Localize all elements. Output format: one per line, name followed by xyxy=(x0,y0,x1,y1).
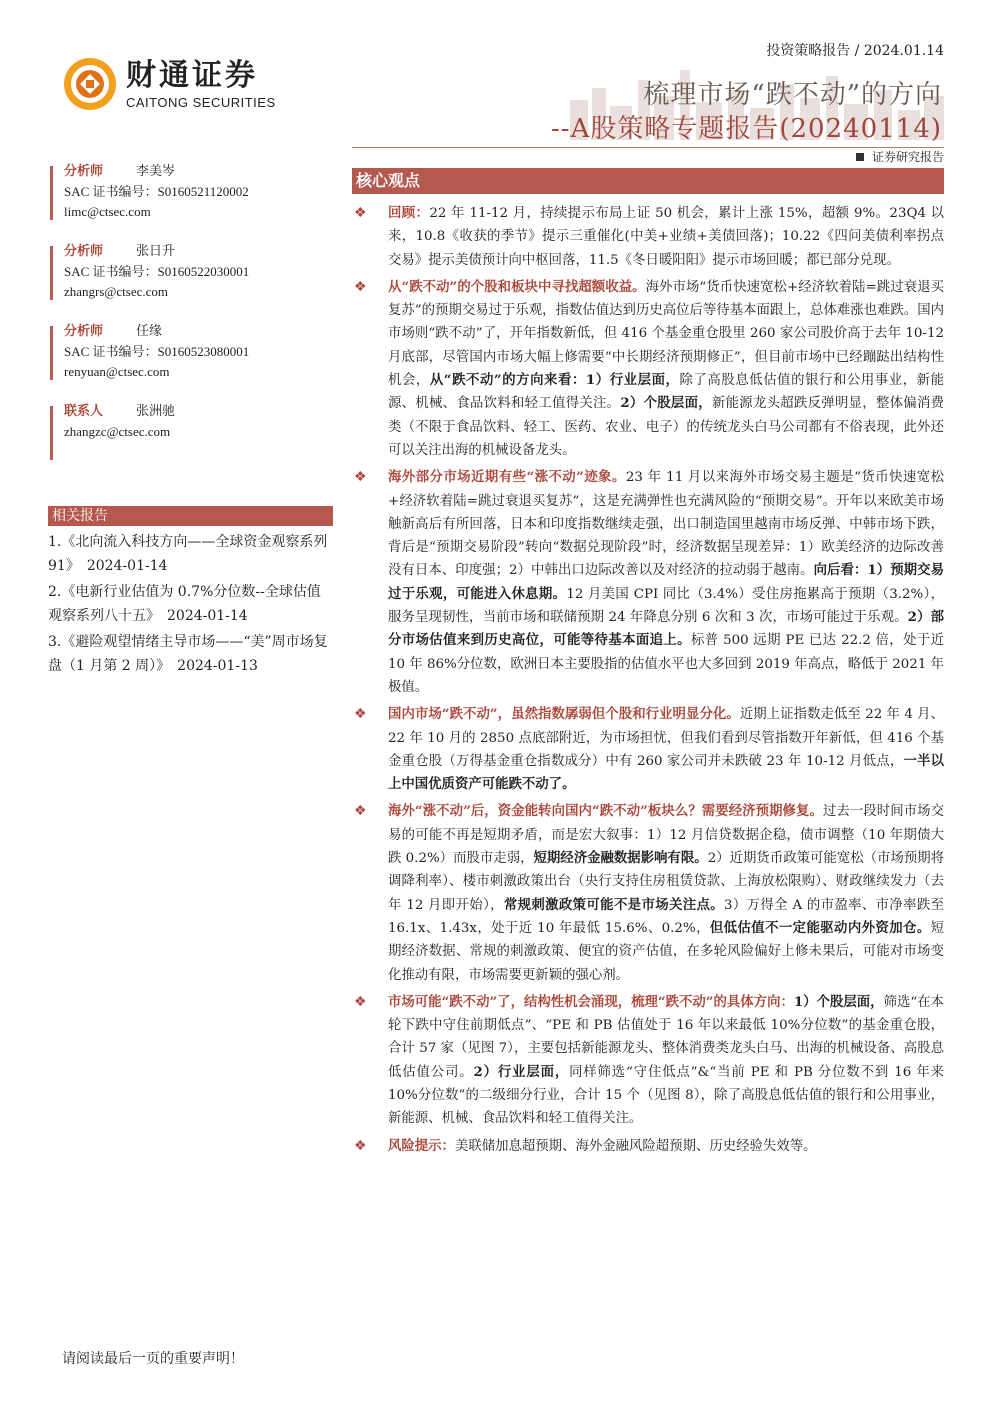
analyst-email[interactable]: limc@ctsec.com xyxy=(64,204,151,219)
logo-emblem-icon xyxy=(62,56,118,112)
square-bullet-icon xyxy=(856,153,864,161)
bullet-text: 海外市场“货币快速宽松+经济软着陆=跳过衰退买复苏”的预期交易过于乐观，指数估值达到历史高位后等待基本面跟上，总体难涨也难跌。国内市场则“跌不动”了，开年指数新低，但 416 个基金重仓股里 260 家公司股价高于去年 10-12 月底部，尽管国内市场大幅上修需要“中长期经济预期修正”，但目前市场中已经蹦跶出结构性机会， xyxy=(388,279,944,389)
report-header xyxy=(0,0,992,164)
analyst-cert: SAC 证书编号：S0160523080001 xyxy=(64,344,250,359)
diamond-bullet-icon: ❖ xyxy=(354,706,367,723)
report-type xyxy=(856,148,944,165)
report-title: 梳理市场“跌不动”的方向 xyxy=(643,80,942,110)
core-views-section xyxy=(352,168,944,1162)
contact-role: 联系人 xyxy=(64,404,104,419)
analyst-role: 分析师 xyxy=(64,164,104,179)
contact-name: 张洲驰 xyxy=(136,404,176,419)
report-type-label: 证券研究报告 xyxy=(871,150,944,164)
analyst-name: 李美岑 xyxy=(136,164,176,179)
company-logo xyxy=(62,56,276,112)
analyst-card xyxy=(48,322,333,382)
bullet-headline: 回顾： xyxy=(388,205,430,221)
diamond-bullet-icon: ❖ xyxy=(354,1137,367,1154)
core-view-bullet xyxy=(352,800,944,986)
bullet-text: 23 年 11 月以来海外市场交易主题是“货币快速宽松+经济软着陆=跳过衰退买复苏”，这是充满弹性也充满风险的“预期交易”。开年以来欧美市场触新高后有所回落，日本和印度指数继续走强，出口制造国里越南市场反弹、中韩市场下跌，背后是“预期交易阶段”转向“数据兑现阶段”时，经济数据呈现差异：1）欧美经济的边际改善没有日本、印度强；2）中韩出口边际改善以及对经济的拉动弱于越南。 xyxy=(388,470,944,579)
report-meta: 投资策略报告 / 2024.01.14 xyxy=(766,43,944,59)
analyst-sidebar xyxy=(48,162,333,462)
bullet-text: 过去一段时间市场交易的可能不再是短期矛盾，而是宏大叙事：1）12 月信贷数据企稳，债市调整（10 年期债大跌 0.2%）而股市走弱， xyxy=(388,804,944,867)
core-views-heading: 核心观点 xyxy=(352,168,944,194)
analyst-cert: SAC 证书编号：S0160522030001 xyxy=(64,264,250,279)
logo-english-name: CAITONG SECURITIES xyxy=(126,94,276,110)
bullet-emphasis: 1）个股层面， xyxy=(793,993,884,1010)
bullet-headline: 市场可能“跌不动”了，结构性机会涌现，梳理“跌不动”的具体方向： xyxy=(388,993,794,1010)
bullet-text: 美联储加息超预期、海外金融风险超预期、历史经验失效等。 xyxy=(454,1138,817,1154)
core-view-bullet xyxy=(352,276,944,462)
diamond-bullet-icon: ❖ xyxy=(354,469,367,486)
bullet-headline: 风险提示： xyxy=(388,1137,455,1154)
bullet-emphasis: 向后看：1）预期交易过于乐观，可能进入休息期。 xyxy=(388,562,944,602)
bullet-text: 除了高股息低估值的银行和公用事业，新能源、机械、食品饮料和轻工值得关注。 xyxy=(388,373,944,412)
report-subtitle: --A股策略专题报告(20240114) xyxy=(551,114,942,144)
core-view-bullet xyxy=(352,202,944,272)
contact-card xyxy=(48,402,333,442)
related-report-link[interactable]: 3.《避险观望情绪主导市场——“美”周市场复盘（1 月第 2 周）》 2024-01-13 xyxy=(48,634,328,674)
bullet-headline: 海外部分市场近期有些“涨不动”迹象。 xyxy=(388,469,626,486)
bullet-emphasis: 一半以上中国优质资产可能跌不动了。 xyxy=(388,752,944,793)
related-reports-list xyxy=(48,530,333,680)
bullet-emphasis: 2）部分市场估值来到历史高位，可能等待基本面追上。 xyxy=(388,609,944,649)
diamond-bullet-icon: ❖ xyxy=(354,278,367,295)
core-views-list xyxy=(352,202,944,1158)
core-view-bullet xyxy=(352,1135,944,1158)
related-report-link[interactable]: 2.《电新行业估值为 0.7%分位数--全球估值观察系列八十五》 2024-01-14 xyxy=(48,584,321,624)
bullet-emphasis: 从“跌不动”的方向来看：1）行业层面， xyxy=(429,372,680,389)
diamond-bullet-icon: ❖ xyxy=(354,205,367,221)
analyst-email[interactable]: zhangrs@ctsec.com xyxy=(64,284,169,299)
bullet-text: 3）万得全 A 的市盈率、市净率跌至 16.1x、1.43x，处于近 10 年最低 15.6%、0.2%， xyxy=(388,897,945,936)
analyst-name: 张日升 xyxy=(136,244,176,259)
logo-chinese-name: 财通证券 xyxy=(126,57,258,93)
diamond-bullet-icon: ❖ xyxy=(354,993,367,1010)
bullet-emphasis: 常规刺激政策可能不是市场关注点。 xyxy=(503,896,724,913)
bullet-text: 新能源龙头超跌反弹明显，整体偏消费类（不限于食品饮料、轻工、医药、农业、电子）的传统龙头白马公司都有不俗表现，此外还可以关注出海的机械设备龙头。 xyxy=(388,396,944,458)
bullet-text: 2）近期货币政策可能宽松（市场预期将调降利率）、楼市刺激政策出台（央行支持住房租赁贷款、上海放松限购）、财政继续发力（去年 12 月即开始）， xyxy=(388,851,945,913)
analyst-card xyxy=(48,242,333,302)
core-view-bullet xyxy=(352,703,944,796)
analyst-name: 任缘 xyxy=(136,324,163,339)
bullet-headline: 从“跌不动”的个股和板块中寻找超额收益。 xyxy=(388,278,646,295)
bullet-text: 标普 500 远期 PE 已达 22.2 倍，处于近 10 年 86%分位数，欧洲日本主要股指的估值水平也大多回到 2019 年高点，略低于 2021 年极值。 xyxy=(388,633,944,695)
core-view-bullet xyxy=(352,466,944,699)
related-report-link[interactable]: 1.《北向流入科技方向——全球资金观察系列 91》 2024-01-14 xyxy=(48,534,328,574)
analyst-email[interactable]: renyuan@ctsec.com xyxy=(64,364,170,379)
bullet-emphasis: 短期经济金融数据影响有限。 xyxy=(533,850,708,867)
bullet-text: 近期上证指数走低至 22 年 4 月、22 年 10 月的 2850 点底部附近，为市场担忧，但我们看到尽管指数开年新低，但 416 个基金重仓股（万得基金重仓指数成分）中有 260 家公司并未跌破 23 年 10-12 月低点， xyxy=(388,707,944,769)
bullet-emphasis: 2）行业层面， xyxy=(473,1063,570,1080)
bullet-emphasis: 2）个股层面， xyxy=(620,395,712,412)
analyst-role: 分析师 xyxy=(64,244,104,259)
core-view-bullet xyxy=(352,991,944,1131)
analyst-card xyxy=(48,162,333,222)
bullet-text: 短期经济数据、常规的刺激政策、便宜的资产估值，在多轮风险偏好上修未果后，可能对市场变化推动有限，市场需要更新颖的强心剂。 xyxy=(388,920,944,983)
bullet-emphasis: 但低估值不一定能驱动内外资加仓。 xyxy=(709,919,931,936)
disclaimer-notice: 请阅读最后一页的重要声明！ xyxy=(62,1351,244,1367)
bullet-text: 12 月美国 CPI 同比（3.4%）受住房拖累高于预期（3.2%），服务呈现韧性，当前市场和联储预期 24 年降息分别 6 次和 3 次，市场可能过于乐观。 xyxy=(388,586,944,626)
analyst-role: 分析师 xyxy=(64,324,104,339)
analyst-cert: SAC 证书编号：S0160521120002 xyxy=(64,184,249,199)
bullet-text: 22 年 11-12 月，持续提示布局上证 50 机会，累计上涨 15%，超额 9%。23Q4 以来，10.8《收获的季节》提示三重催化(中美+业绩+美债回落)；10.22《四问美债利率拐点交易》提示美债预计向中枢回落，11.5《冬日暖阳阳》提示市场回暖；都已部分兑现。 xyxy=(388,206,945,268)
contact-email[interactable]: zhangzc@ctsec.com xyxy=(64,424,171,439)
bullet-headline: 海外“涨不动”后，资金能转向国内“跌不动”板块么？需要经济预期修复。 xyxy=(388,803,823,820)
bullet-headline: 国内市场“跌不动”，虽然指数孱弱但个股和行业明显分化。 xyxy=(388,706,740,723)
related-reports-heading: 相关报告 xyxy=(48,506,333,526)
bullet-text: 筛选“在本轮下跌中守住前期低点”、“PE 和 PB 估值处于 16 年以来最低 10%分位数”的基金重仓股，合计 57 家（见图 7），主要包括新能源龙头、整体消费类龙头白马、出海的机械设备、高股息低估值公司。 xyxy=(388,994,944,1080)
diamond-bullet-icon: ❖ xyxy=(354,803,367,820)
bullet-text: 同样筛选“守住低点”&“当前 PE 和 PB 分位数不到 16 年来 10%分位数”的二级细分行业，合计 15 个（见图 8），除了高股息低估值的银行和公用事业，新能源、机械、食品饮料和轻工值得关注。 xyxy=(388,1064,944,1127)
